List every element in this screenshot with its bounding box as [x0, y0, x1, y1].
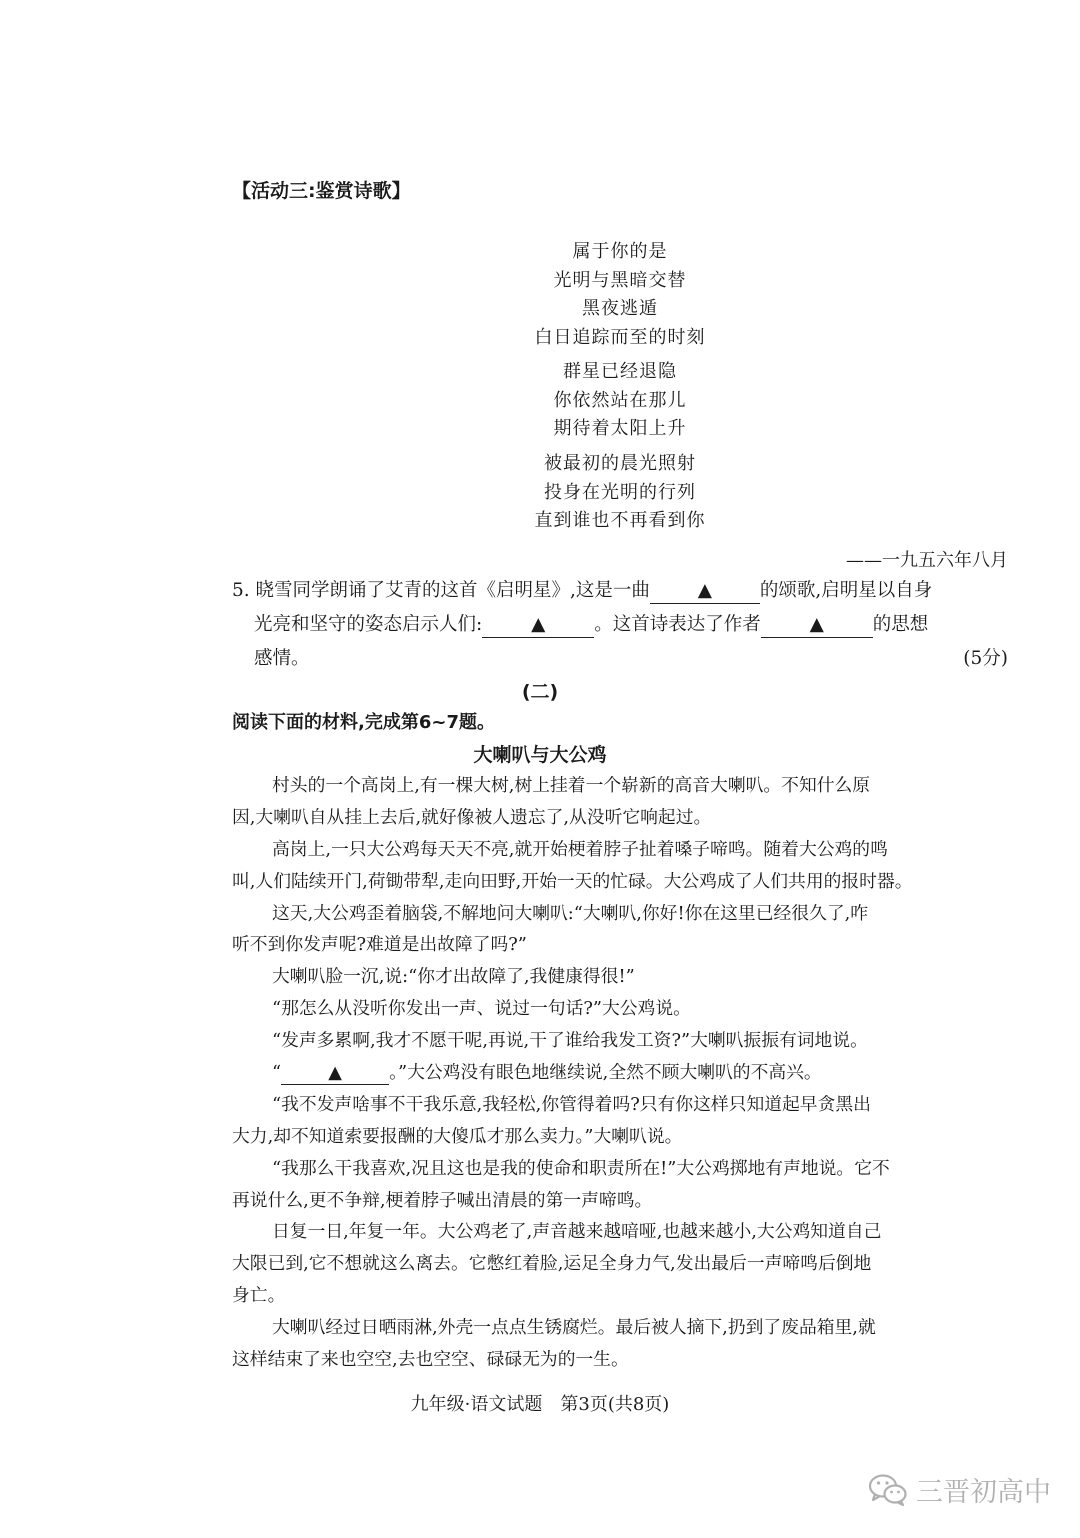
story-body: [232, 770, 1008, 1376]
question-line: [232, 642, 1008, 676]
poem-line: 白日追踪而至的时刻: [534, 326, 706, 348]
story-line: 叫,人们陆续开门,荷锄带犁,走向田野,开始一天的忙碌。大公鸡成了人们共用的报时器。: [232, 870, 913, 892]
poem-line: 群星已经退隐: [563, 361, 677, 382]
watermark-text: 三晋初高中: [916, 1477, 1051, 1508]
story-line: 大力,却不知道索要报酬的大傻瓜才那么卖力。”大喇叭说。: [232, 1125, 683, 1147]
question-text: 光亮和坚守的姿态启示人们:: [254, 614, 483, 635]
story-line: 这样结束了来也空空,去也空空、碌碌无为的一生。: [232, 1349, 629, 1371]
answer-blank[interactable]: [281, 1062, 389, 1085]
watermark: [868, 1470, 1051, 1509]
poem-date: ——一九五六年八月: [846, 550, 1008, 571]
poem-line: 属于你的是: [572, 241, 668, 262]
poem-line: 投身在光明的行列: [544, 481, 696, 503]
story-line: 因,大喇叭自从挂上去后,就好像被人遗忘了,从没听它响起过。: [232, 806, 712, 828]
poem-line: 光明与黑暗交替: [553, 269, 687, 291]
story-line: 大喇叭脸一沉,说:“你才出故障了,我健康得很!”: [272, 966, 635, 988]
answer-blank[interactable]: [761, 613, 873, 638]
story-title: 大喇叭与大公鸡: [473, 744, 607, 766]
question-line: [232, 574, 1008, 608]
poem-line: 黑夜逃遁: [582, 298, 658, 319]
question-text: 的思想: [872, 614, 929, 635]
question-5: [232, 574, 1008, 676]
poem-stanza-2: [420, 358, 820, 444]
question-line: [232, 608, 1008, 642]
blank-triangle-icon: ▲: [809, 614, 824, 635]
poem-line: 直到谁也不再看到你: [534, 510, 706, 531]
story-line: “那怎么从没听你发出一声、说过一句话?”大公鸡说。: [272, 998, 691, 1020]
story-line: “发声多累啊,我才不愿干呢,再说,干了谁给我发工资?”大喇叭振振有词地说。: [272, 1030, 868, 1052]
story-line: “我不发声啥事不干我乐意,我轻松,你管得着吗?只有你这样只知道起早贪黑出: [272, 1093, 871, 1115]
story-line: 村头的一个高岗上,有一棵大树,树上挂着一个崭新的高音大喇叭。不知什么原: [272, 775, 871, 796]
quote-open: “: [272, 1062, 282, 1084]
story-text: 。”大公鸡没有眼色地继续说,全然不顾大喇叭的不高兴。: [389, 1062, 822, 1084]
question-score: (5分): [963, 648, 1008, 669]
poem-line: 被最初的晨光照射: [544, 453, 696, 474]
story-line: 再说什么,更不争辩,梗着脖子喊出清晨的第一声啼鸣。: [232, 1189, 653, 1211]
answer-blank[interactable]: [650, 579, 760, 604]
question-text: 的颂歌,启明星以自身: [759, 580, 933, 601]
poem-line: 你依然站在那儿: [553, 389, 687, 411]
question-text: 5. 晓雪同学朗诵了艾青的这首《启明星》,这是一曲: [232, 580, 650, 601]
story-line: 身亡。: [232, 1285, 286, 1307]
question-text: 感情。: [254, 648, 310, 669]
story-line: 日复一日,年复一年。大公鸡老了,声音越来越喑哑,也越来越小,大公鸡知道自己: [272, 1221, 882, 1243]
section-label: (二): [521, 681, 559, 703]
activity-heading: 【活动三:鉴赏诗歌】: [232, 180, 411, 202]
blank-triangle-icon: ▲: [328, 1062, 342, 1084]
question-text: 。这首诗表达了作者: [594, 614, 761, 635]
poem-stanza-3: [420, 450, 820, 536]
story-line: 高岗上,一只大公鸡每天天不亮,就开始梗着脖子扯着嗓子啼鸣。随着大公鸡的鸣: [272, 838, 888, 860]
wechat-icon: [868, 1473, 908, 1507]
blank-triangle-icon: ▲: [531, 614, 546, 635]
story-line: 这天,大公鸡歪着脑袋,不解地问大喇叭:“大喇叭,你好!你在这里已经很久了,咋: [272, 902, 869, 924]
story-line: “我那么干我喜欢,况且这也是我的使命和职责所在!”大公鸡掷地有声地说。它不: [272, 1157, 890, 1179]
story-line: 大喇叭经过日晒雨淋,外壳一点点生锈腐烂。最后被人摘下,扔到了废品箱里,就: [272, 1317, 876, 1339]
poem-line: 期待着太阳上升: [553, 418, 687, 439]
story-line-with-blank: [232, 1057, 1008, 1089]
section-instruction: 阅读下面的材料,完成第6~7题。: [232, 712, 495, 733]
blank-triangle-icon: ▲: [697, 580, 713, 601]
story-line: 大限已到,它不想就这么离去。它憋红着脸,运足全身力气,发出最后一声啼鸣后倒地: [232, 1253, 872, 1275]
poem-stanza-1: [420, 238, 820, 352]
story-line: 听不到你发声呢?难道是出故障了吗?”: [232, 934, 527, 956]
answer-blank[interactable]: [482, 613, 594, 638]
page-footer: 九年级·语文试题 第3页(共8页): [410, 1394, 670, 1415]
